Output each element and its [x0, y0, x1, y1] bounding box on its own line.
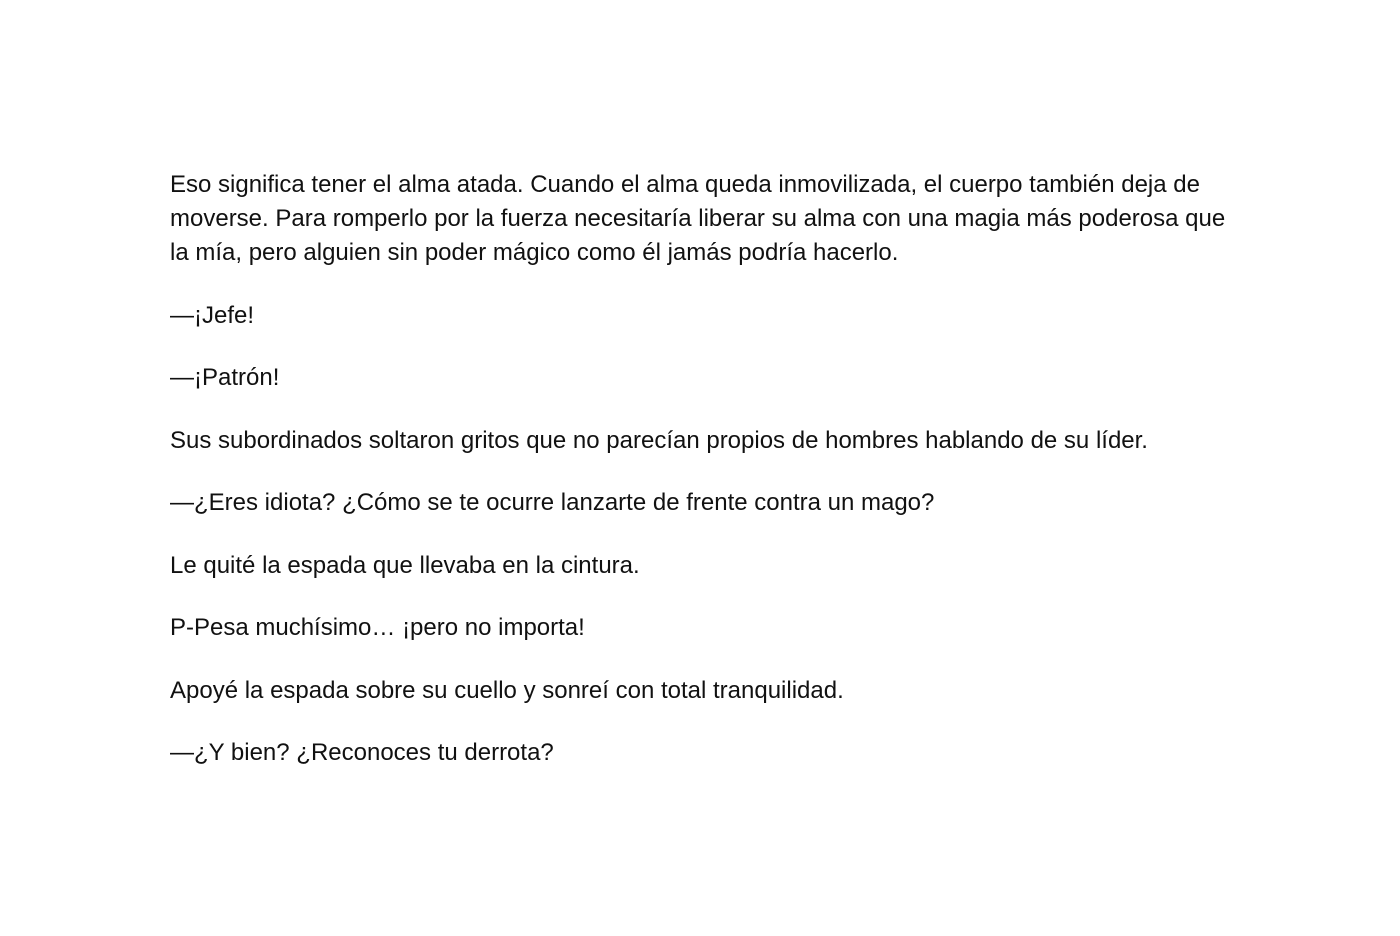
paragraph-took-sword: Le quité la espada que llevaba en la cintura. — [170, 551, 640, 579]
dialogue-patron: —¡Patrón! — [170, 364, 280, 391]
dialogue-idiot: —¿Eres idiota? ¿Cómo se te ocurre lanzarte de frente contra un mago? — [170, 489, 935, 516]
paragraph-sword-neck: Apoyé la espada sobre su cuello y sonreí con total tranquilidad. — [170, 676, 844, 704]
paragraph-heavy: P-Pesa muchísimo… ¡pero no importa! — [170, 614, 585, 641]
paragraph-subordinates: Sus subordinados soltaron gritos que no parecían propios de hombres hablando de su líder. — [170, 426, 1148, 454]
dialogue-jefe: —¡Jefe! — [170, 301, 255, 329]
dialogue-defeat: —¿Y bien? ¿Reconoces tu derrota? — [170, 739, 554, 766]
paragraph-soul-bound: Eso significa tener el alma atada. Cuando el alma queda inmovilizada, el cuerpo también deja de moverse. Para romperlo por la fuerza necesitaría liberar su alma con una magia más poderosa que la mía, pero alguien sin poder mágico como él jamás podría hacerlo. — [170, 171, 1226, 266]
document-body — [170, 168, 1250, 799]
